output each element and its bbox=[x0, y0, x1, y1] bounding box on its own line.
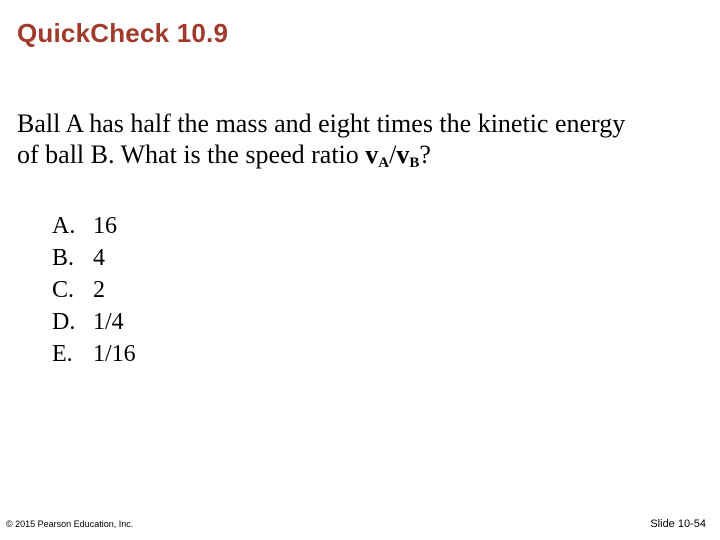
question-mark: ? bbox=[419, 140, 431, 169]
velocity-b-subscript: B bbox=[409, 155, 420, 171]
answer-text: 16 bbox=[93, 213, 117, 239]
answer-letter: B. bbox=[52, 245, 75, 271]
answer-letter: C. bbox=[52, 277, 75, 303]
question-text bbox=[17, 108, 707, 170]
slide-number: Slide 10-54 bbox=[650, 518, 706, 530]
answer-option-a[interactable] bbox=[52, 210, 136, 242]
answer-letter: E. bbox=[52, 341, 73, 367]
answer-text: 1/16 bbox=[93, 341, 136, 367]
answer-text: 4 bbox=[93, 245, 105, 271]
question-line-2: of ball B. What is the speed ratio bbox=[17, 140, 366, 169]
answer-option-d[interactable] bbox=[52, 306, 136, 338]
answer-text: 2 bbox=[93, 277, 105, 303]
velocity-a-symbol: $v_A$ bbox=[365, 140, 390, 171]
answer-text: 1/4 bbox=[93, 309, 124, 335]
answer-letter: D. bbox=[52, 309, 76, 335]
answer-option-b[interactable] bbox=[52, 242, 136, 274]
answer-option-c[interactable] bbox=[52, 274, 136, 306]
question-line-1: Ball A has half the mass and eight times the kinetic energy bbox=[17, 109, 626, 138]
slide-title: QuickCheck 10.9 bbox=[17, 18, 229, 48]
answer-option-e[interactable] bbox=[52, 338, 136, 370]
velocity-a-subscript: A bbox=[378, 155, 390, 171]
copyright-notice: © 2015 Pearson Education, Inc. bbox=[6, 519, 134, 529]
answer-list bbox=[52, 210, 136, 370]
velocity-b-symbol: $v_B$ bbox=[396, 140, 420, 171]
answer-letter: A. bbox=[52, 213, 76, 239]
ratio-slash: / bbox=[389, 140, 397, 169]
